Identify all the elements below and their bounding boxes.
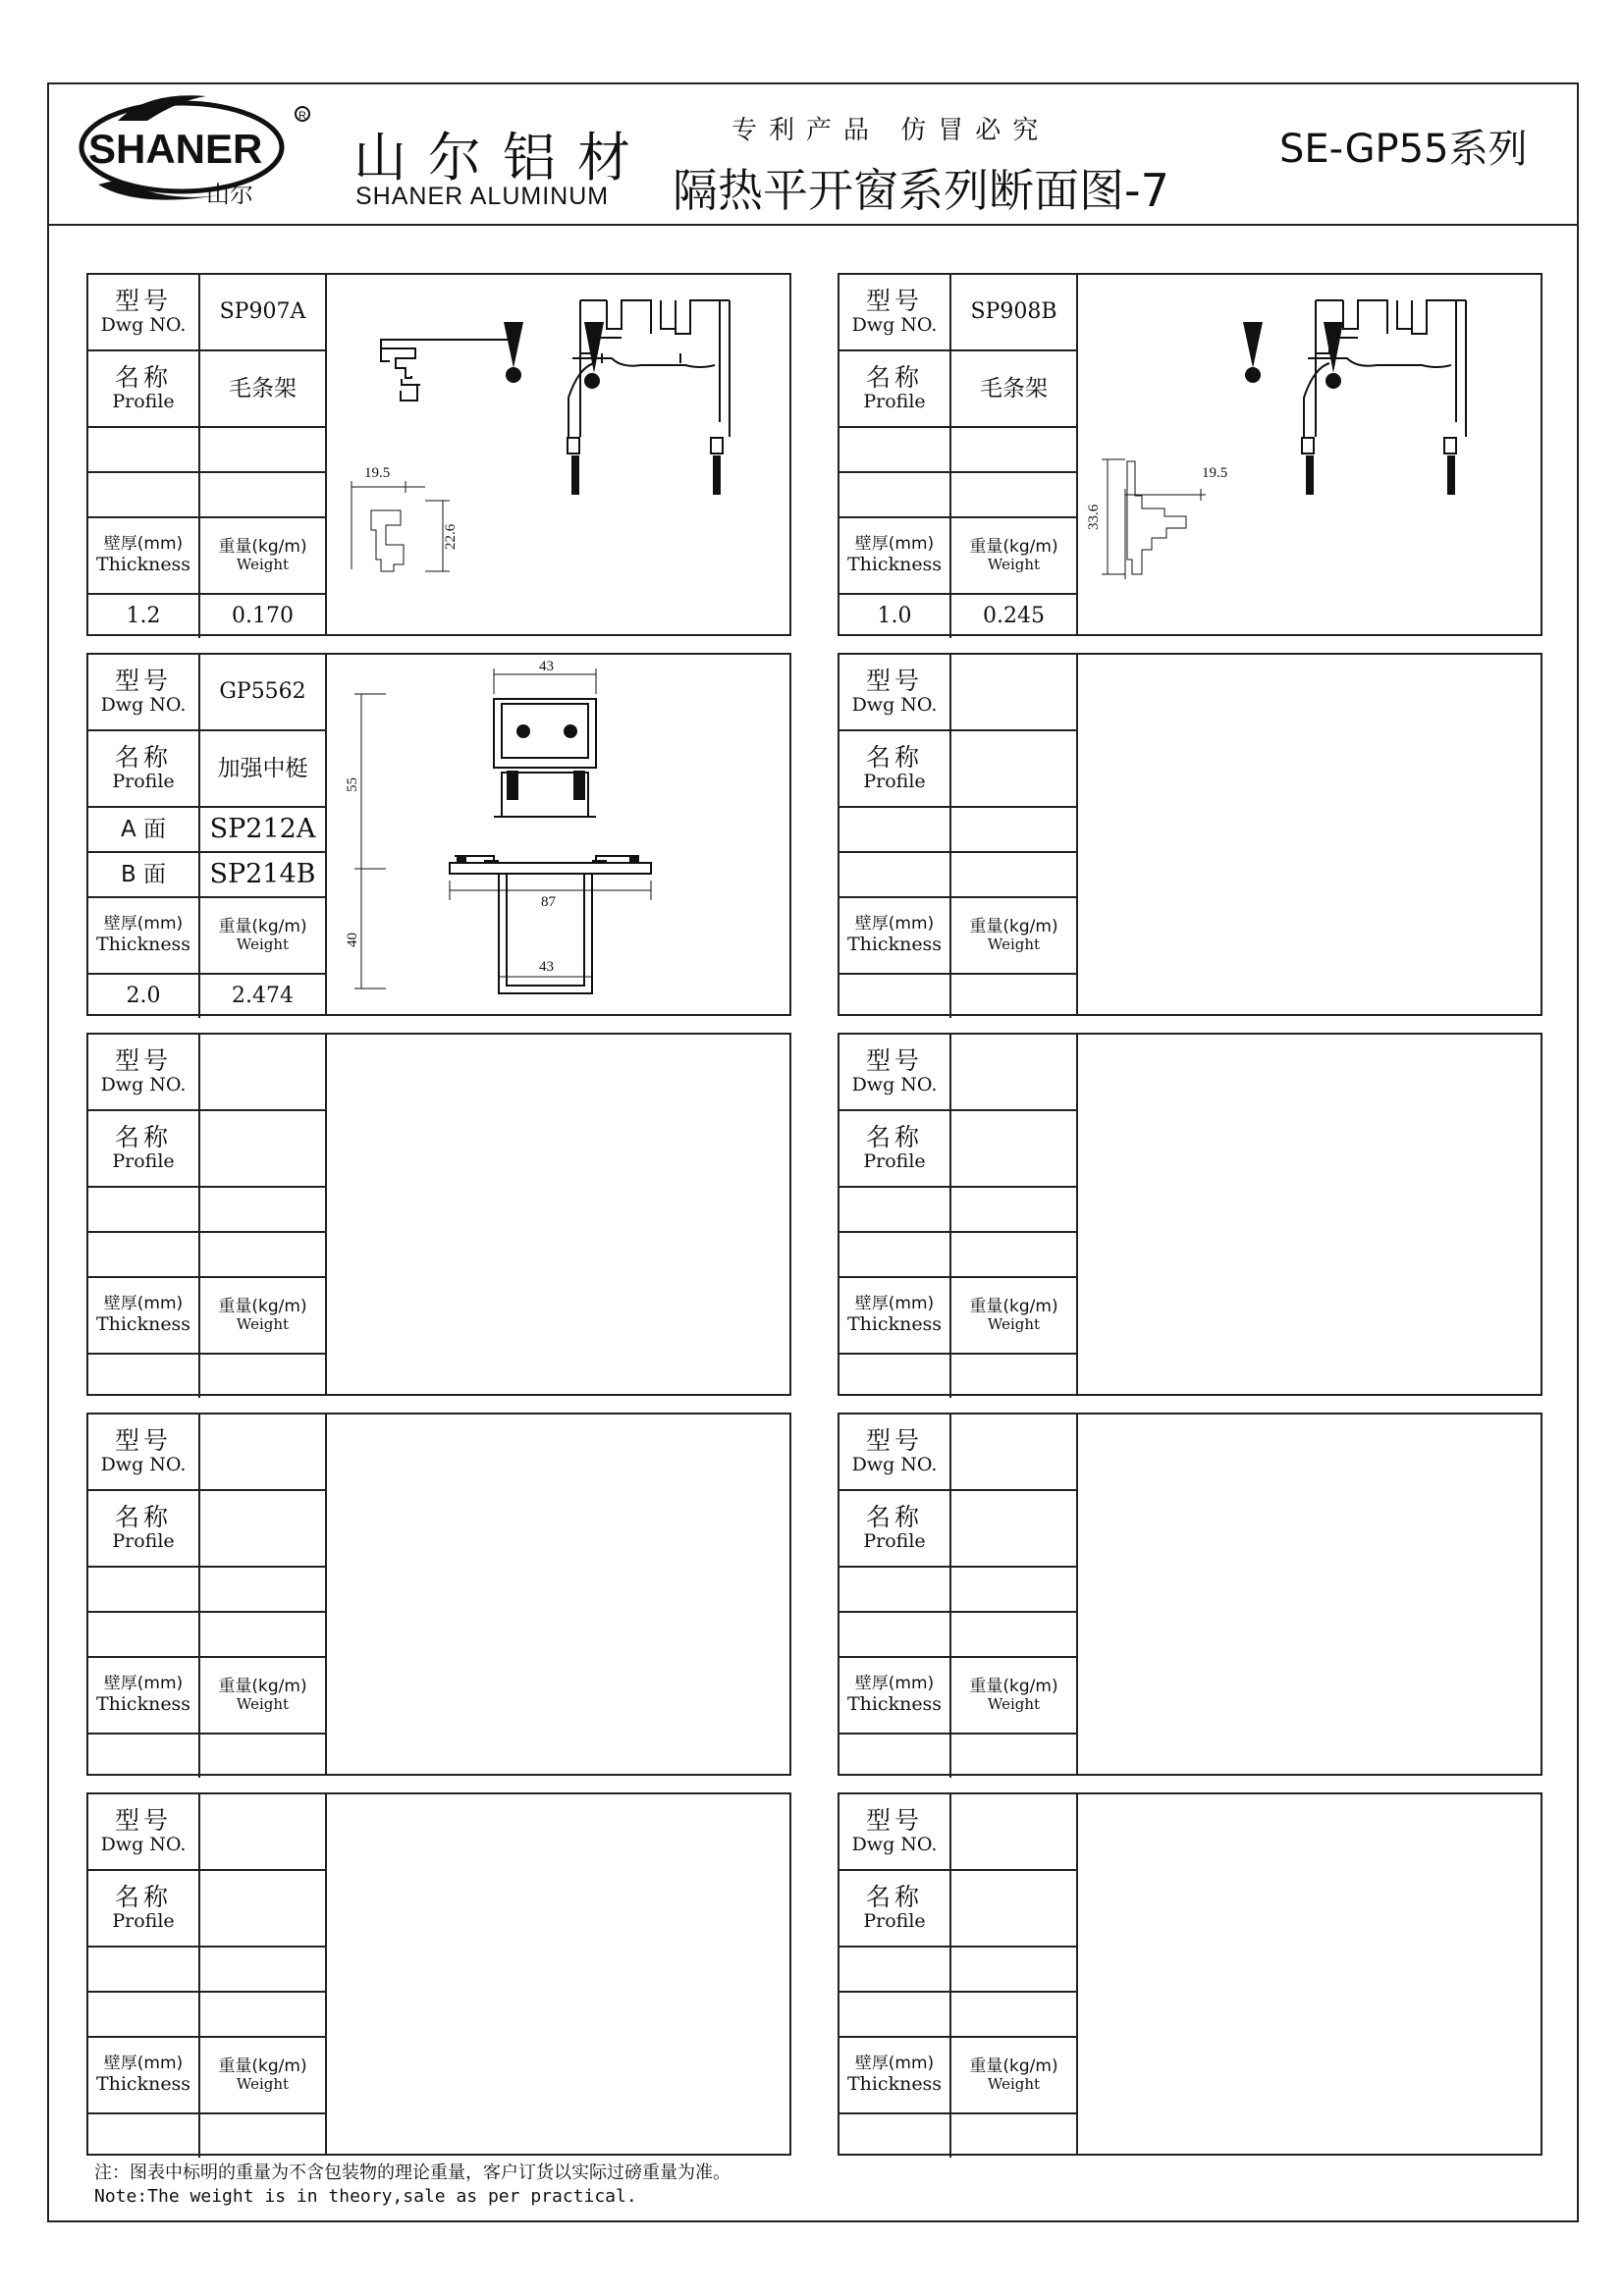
- extra-label-a: [839, 1948, 951, 1993]
- thickness-label-cn: 壁厚(mm): [103, 534, 184, 555]
- thickness-label: [839, 898, 951, 975]
- profile-label: [839, 731, 951, 808]
- profile-label-en: Profile: [112, 1150, 175, 1173]
- profile-label: [839, 1491, 951, 1568]
- dwg-value: GP5562: [200, 655, 325, 731]
- weight-label-cn: 重量(kg/m): [218, 2056, 307, 2076]
- extra-label-b: [839, 1993, 951, 2038]
- thickness-label-cn: 壁厚(mm): [854, 1674, 935, 1694]
- profile-label-en: Profile: [112, 771, 175, 793]
- thickness-label-cn: 壁厚(mm): [854, 914, 935, 934]
- dwg-label-en: Dwg NO.: [851, 314, 938, 337]
- document-title: 隔热平开窗系列断面图-7: [673, 164, 1169, 217]
- dwg-label: [839, 1035, 951, 1111]
- profile-label-cn: 名称: [865, 1122, 923, 1151]
- extra-label-b: [839, 1613, 951, 1658]
- weight-value: [951, 1735, 1076, 1778]
- dwg-label: [88, 275, 200, 351]
- extra-label-a: [839, 1188, 951, 1233]
- profile-label-en: Profile: [863, 1150, 926, 1173]
- weight-value: [951, 1355, 1076, 1398]
- weight-value: [200, 1355, 325, 1398]
- profile-card: [838, 1413, 1542, 1776]
- dwg-value: SP907A: [200, 275, 325, 351]
- dwg-value: [951, 1035, 1076, 1111]
- spec-table: [839, 1794, 1078, 2154]
- thickness-label-en: Thickness: [846, 933, 943, 955]
- header-divider: [47, 224, 1579, 226]
- extra-value-b: [200, 1613, 325, 1658]
- extra-label-a: [839, 428, 951, 473]
- profile-value: [200, 1871, 325, 1948]
- dwg-label-cn: 型号: [865, 1045, 923, 1075]
- dwg-label-cn: 型号: [114, 1045, 172, 1075]
- profile-drawing-area: [327, 1794, 789, 2154]
- logo-wordmark: SHANER: [88, 126, 263, 172]
- dwg-label-cn: 型号: [114, 1425, 172, 1455]
- weight-value: [951, 975, 1076, 1018]
- profile-card: [838, 1033, 1542, 1396]
- thickness-label-en: Thickness: [846, 553, 943, 575]
- profile-label-cn: 名称: [865, 1502, 923, 1531]
- dwg-label-en: Dwg NO.: [100, 694, 187, 717]
- dwg-value: [200, 1035, 325, 1111]
- extra-value-a: [200, 1948, 325, 1993]
- dwg-label-en: Dwg NO.: [851, 1834, 938, 1856]
- profile-card: [86, 1033, 791, 1396]
- dwg-label: [839, 275, 951, 351]
- weight-label: [200, 1658, 325, 1735]
- dwg-value: [200, 1415, 325, 1491]
- profile-card: [86, 1792, 791, 2156]
- company-name-en: SHANER ALUMINUM: [355, 183, 610, 210]
- sp908b-height-dim: 33.6: [1086, 504, 1102, 530]
- profile-value: 加强中梃: [200, 731, 325, 808]
- profile-label-en: Profile: [863, 1530, 926, 1553]
- profile-label-en: Profile: [112, 1530, 175, 1553]
- sp907a-width-dim: 19.5: [364, 465, 391, 481]
- gp5562-lower-height-dim: 40: [345, 933, 360, 947]
- dwg-value: [200, 1794, 325, 1871]
- weight-label: [951, 1278, 1076, 1355]
- weight-value: 2.474: [232, 984, 294, 1009]
- extra-label-a: [839, 1568, 951, 1613]
- gp5562-bottom-width-dim: 43: [539, 959, 554, 975]
- weight-label: [200, 518, 325, 595]
- profile-label: [839, 351, 951, 428]
- weight-value: 0.170: [232, 604, 294, 629]
- spec-table: [88, 275, 327, 634]
- logo-subtext: 山尔: [206, 181, 253, 208]
- extra-value-b: [951, 1233, 1076, 1278]
- thickness-value: 2.0: [88, 975, 200, 1018]
- profile-label-cn: 名称: [114, 742, 172, 772]
- profile-label: [88, 1871, 200, 1948]
- weight-label-en: Weight: [987, 2075, 1041, 2094]
- profile-label-en: Profile: [863, 771, 926, 793]
- svg-text:R: R: [298, 110, 306, 122]
- dwg-label-cn: 型号: [865, 666, 923, 695]
- extra-label-a: [839, 808, 951, 853]
- gp5562-upper-height-dim: 55: [345, 777, 360, 792]
- extra-value-b: [200, 1233, 325, 1278]
- thickness-value: 1.2: [88, 595, 200, 638]
- weight-label-cn: 重量(kg/m): [218, 916, 307, 936]
- extra-value-b: [951, 473, 1076, 518]
- dwg-label: [839, 1794, 951, 1871]
- thickness-label-en: Thickness: [95, 1312, 191, 1335]
- profile-value: [951, 1111, 1076, 1188]
- profile-card: [86, 273, 791, 636]
- weight-value: [200, 2114, 325, 2158]
- profile-value: [951, 1491, 1076, 1568]
- weight-label-en: Weight: [987, 935, 1041, 954]
- thickness-label-en: Thickness: [846, 1692, 943, 1715]
- thickness-value: [88, 1355, 200, 1398]
- thickness-label-cn: 壁厚(mm): [854, 1294, 935, 1314]
- profile-label-cn: 名称: [114, 362, 172, 392]
- gp5562-section: [327, 655, 789, 1014]
- thickness-label: [88, 518, 200, 595]
- profile-label-en: Profile: [112, 1910, 175, 1933]
- thickness-label-en: Thickness: [846, 1312, 943, 1335]
- dwg-label: [839, 655, 951, 731]
- extra-label-b: [839, 1233, 951, 1278]
- profile-drawing-area: [327, 655, 789, 1014]
- extra-label-a: A 面: [88, 808, 200, 853]
- thickness-label-cn: 壁厚(mm): [103, 1294, 184, 1314]
- profile-card: [838, 273, 1542, 636]
- extra-label-b: [839, 853, 951, 898]
- weight-label: [200, 2038, 325, 2114]
- spec-table: [839, 275, 1078, 634]
- profile-value: [951, 1871, 1076, 1948]
- thickness-value: [839, 975, 951, 1018]
- extra-label-b: [839, 473, 951, 518]
- profile-drawing-area: [327, 1035, 789, 1394]
- thickness-label-cn: 壁厚(mm): [103, 1674, 184, 1694]
- footer-note-cn: 注：图表中标明的重量为不含包装物的理论重量，客户订货以实际过磅重量为准。: [94, 2163, 730, 2183]
- spec-table: [88, 655, 327, 1014]
- weight-value: [951, 2114, 1076, 2158]
- thickness-label-cn: 壁厚(mm): [854, 2054, 935, 2074]
- dwg-label-cn: 型号: [865, 286, 923, 315]
- extra-value-a: [200, 1568, 325, 1613]
- thickness-value: [839, 1355, 951, 1398]
- extra-value-b: [951, 853, 1076, 898]
- profile-drawing-area: [327, 275, 789, 634]
- sp907a-section: [327, 275, 789, 634]
- thickness-label-en: Thickness: [846, 2072, 943, 2095]
- dwg-label-en: Dwg NO.: [851, 1074, 938, 1096]
- thickness-label: [839, 2038, 951, 2114]
- dwg-value: [951, 1415, 1076, 1491]
- extra-value-b: [951, 1993, 1076, 2038]
- sp908b-width-dim: 19.5: [1202, 465, 1228, 481]
- profile-label-cn: 名称: [865, 1882, 923, 1911]
- weight-label-cn: 重量(kg/m): [969, 536, 1058, 557]
- dwg-label: [88, 1794, 200, 1871]
- extra-label-a: [88, 1188, 200, 1233]
- weight-label-cn: 重量(kg/m): [218, 536, 307, 557]
- extra-label-a: [88, 428, 200, 473]
- weight-label-en: Weight: [236, 556, 290, 574]
- extra-value-a: [951, 808, 1076, 853]
- profile-label: [88, 1491, 200, 1568]
- dwg-label-cn: 型号: [114, 286, 172, 315]
- dwg-label-cn: 型号: [114, 666, 172, 695]
- thickness-value: [88, 2114, 200, 2158]
- shaner-logo: [79, 86, 314, 214]
- weight-label: [951, 518, 1076, 595]
- weight-value: [200, 1735, 325, 1778]
- thickness-label: [839, 518, 951, 595]
- extra-label-a: [88, 1568, 200, 1613]
- thickness-label: [839, 1278, 951, 1355]
- thickness-value: [839, 1735, 951, 1778]
- sp908b-section: [1078, 275, 1541, 634]
- profile-card: [838, 653, 1542, 1016]
- dwg-label-en: Dwg NO.: [851, 694, 938, 717]
- gp5562-flange-width-dim: 87: [541, 894, 556, 910]
- profile-label: [88, 731, 200, 808]
- dwg-label-en: Dwg NO.: [851, 1454, 938, 1476]
- thickness-label: [88, 1278, 200, 1355]
- profile-value: 毛条架: [951, 351, 1076, 428]
- thickness-label-en: Thickness: [95, 553, 191, 575]
- weight-label-en: Weight: [987, 1695, 1041, 1714]
- dwg-label: [839, 1415, 951, 1491]
- thickness-label-en: Thickness: [95, 933, 191, 955]
- gp5562-top-width-dim: 43: [539, 659, 554, 674]
- profile-label-cn: 名称: [114, 1122, 172, 1151]
- thickness-label: [88, 898, 200, 975]
- weight-label-en: Weight: [987, 556, 1041, 574]
- extra-label-b: B 面: [88, 853, 200, 898]
- thickness-label-cn: 壁厚(mm): [103, 914, 184, 934]
- weight-label-cn: 重量(kg/m): [969, 1676, 1058, 1696]
- weight-label: [951, 1658, 1076, 1735]
- extra-value-a: [951, 428, 1076, 473]
- extra-value-b: SP214B: [200, 853, 325, 898]
- profile-drawing-area: [327, 1415, 789, 1774]
- dwg-label-en: Dwg NO.: [100, 1834, 187, 1856]
- weight-label-en: Weight: [236, 935, 290, 954]
- extra-value-b: [200, 473, 325, 518]
- dwg-label: [88, 1415, 200, 1491]
- extra-value-a: SP212A: [200, 808, 325, 853]
- profile-drawing-area: [1078, 1035, 1541, 1394]
- profile-label: [88, 351, 200, 428]
- spec-table: [839, 1415, 1078, 1774]
- profile-label: [88, 1111, 200, 1188]
- dwg-value: SP908B: [951, 275, 1076, 351]
- thickness-label-en: Thickness: [95, 2072, 191, 2095]
- profile-drawing-area: [1078, 1794, 1541, 2154]
- weight-label: [200, 1278, 325, 1355]
- profile-label-cn: 名称: [114, 1882, 172, 1911]
- weight-label: [200, 898, 325, 975]
- extra-label-b: [88, 1233, 200, 1278]
- profile-drawing-area: [1078, 1415, 1541, 1774]
- company-name-cn: 山尔铝材: [353, 127, 652, 188]
- extra-value-a: [951, 1568, 1076, 1613]
- weight-value: 0.245: [983, 604, 1045, 629]
- patent-notice: 专利产品 仿冒必究: [731, 116, 1051, 145]
- thickness-value: [88, 1735, 200, 1778]
- extra-value-b: [200, 1993, 325, 2038]
- dwg-label: [88, 655, 200, 731]
- weight-label-cn: 重量(kg/m): [969, 916, 1058, 936]
- profile-label-en: Profile: [863, 391, 926, 413]
- weight-label-cn: 重量(kg/m): [218, 1296, 307, 1316]
- profile-value: [200, 1111, 325, 1188]
- sp907a-height-dim: 22.6: [443, 523, 459, 550]
- extra-value-a: [200, 428, 325, 473]
- spec-table: [88, 1794, 327, 2154]
- weight-label-cn: 重量(kg/m): [969, 2056, 1058, 2076]
- profile-drawing-area: [1078, 275, 1541, 634]
- thickness-value: [839, 2114, 951, 2158]
- dwg-label-cn: 型号: [865, 1805, 923, 1835]
- profile-drawing-area: [1078, 655, 1541, 1014]
- profile-label-cn: 名称: [114, 1502, 172, 1531]
- dwg-label-cn: 型号: [114, 1805, 172, 1835]
- weight-label: [951, 898, 1076, 975]
- profile-label-en: Profile: [112, 391, 175, 413]
- thickness-value: 1.0: [839, 595, 951, 638]
- spec-table: [88, 1415, 327, 1774]
- extra-label-a: [88, 1948, 200, 1993]
- dwg-label-en: Dwg NO.: [100, 314, 187, 337]
- profile-label-cn: 名称: [865, 362, 923, 392]
- profile-card: [86, 653, 791, 1016]
- weight-label-en: Weight: [236, 1315, 290, 1334]
- extra-value-a: [200, 1188, 325, 1233]
- thickness-label: [839, 1658, 951, 1735]
- profile-label: [839, 1871, 951, 1948]
- extra-label-b: [88, 1993, 200, 2038]
- profile-value: [951, 731, 1076, 808]
- dwg-label: [88, 1035, 200, 1111]
- dwg-label-en: Dwg NO.: [100, 1454, 187, 1476]
- thickness-label-en: Thickness: [95, 1692, 191, 1715]
- weight-label-en: Weight: [236, 1695, 290, 1714]
- profile-label-en: Profile: [863, 1910, 926, 1933]
- dwg-label-en: Dwg NO.: [100, 1074, 187, 1096]
- profile-label: [839, 1111, 951, 1188]
- weight-label-en: Weight: [987, 1315, 1041, 1334]
- weight-label-cn: 重量(kg/m): [218, 1676, 307, 1696]
- series-label: SE-GP55系列: [1279, 127, 1528, 172]
- dwg-value: [951, 655, 1076, 731]
- profile-card: [838, 1792, 1542, 2156]
- spec-table: [839, 1035, 1078, 1394]
- profile-card: [86, 1413, 791, 1776]
- weight-label: [951, 2038, 1076, 2114]
- spec-table: [839, 655, 1078, 1014]
- extra-value-b: [951, 1613, 1076, 1658]
- extra-label-b: [88, 473, 200, 518]
- profile-value: [200, 1491, 325, 1568]
- extra-value-a: [951, 1188, 1076, 1233]
- spec-table: [88, 1035, 327, 1394]
- dwg-label-cn: 型号: [865, 1425, 923, 1455]
- profile-value: 毛条架: [200, 351, 325, 428]
- profile-label-cn: 名称: [865, 742, 923, 772]
- thickness-label-cn: 壁厚(mm): [854, 534, 935, 555]
- thickness-label: [88, 2038, 200, 2114]
- thickness-label: [88, 1658, 200, 1735]
- extra-label-b: [88, 1613, 200, 1658]
- weight-label-cn: 重量(kg/m): [969, 1296, 1058, 1316]
- footer-note-en: Note:The weight is in theory,sale as per practical.: [94, 2186, 637, 2207]
- dwg-value: [951, 1794, 1076, 1871]
- extra-value-a: [951, 1948, 1076, 1993]
- thickness-label-cn: 壁厚(mm): [103, 2054, 184, 2074]
- weight-label-en: Weight: [236, 2075, 290, 2094]
